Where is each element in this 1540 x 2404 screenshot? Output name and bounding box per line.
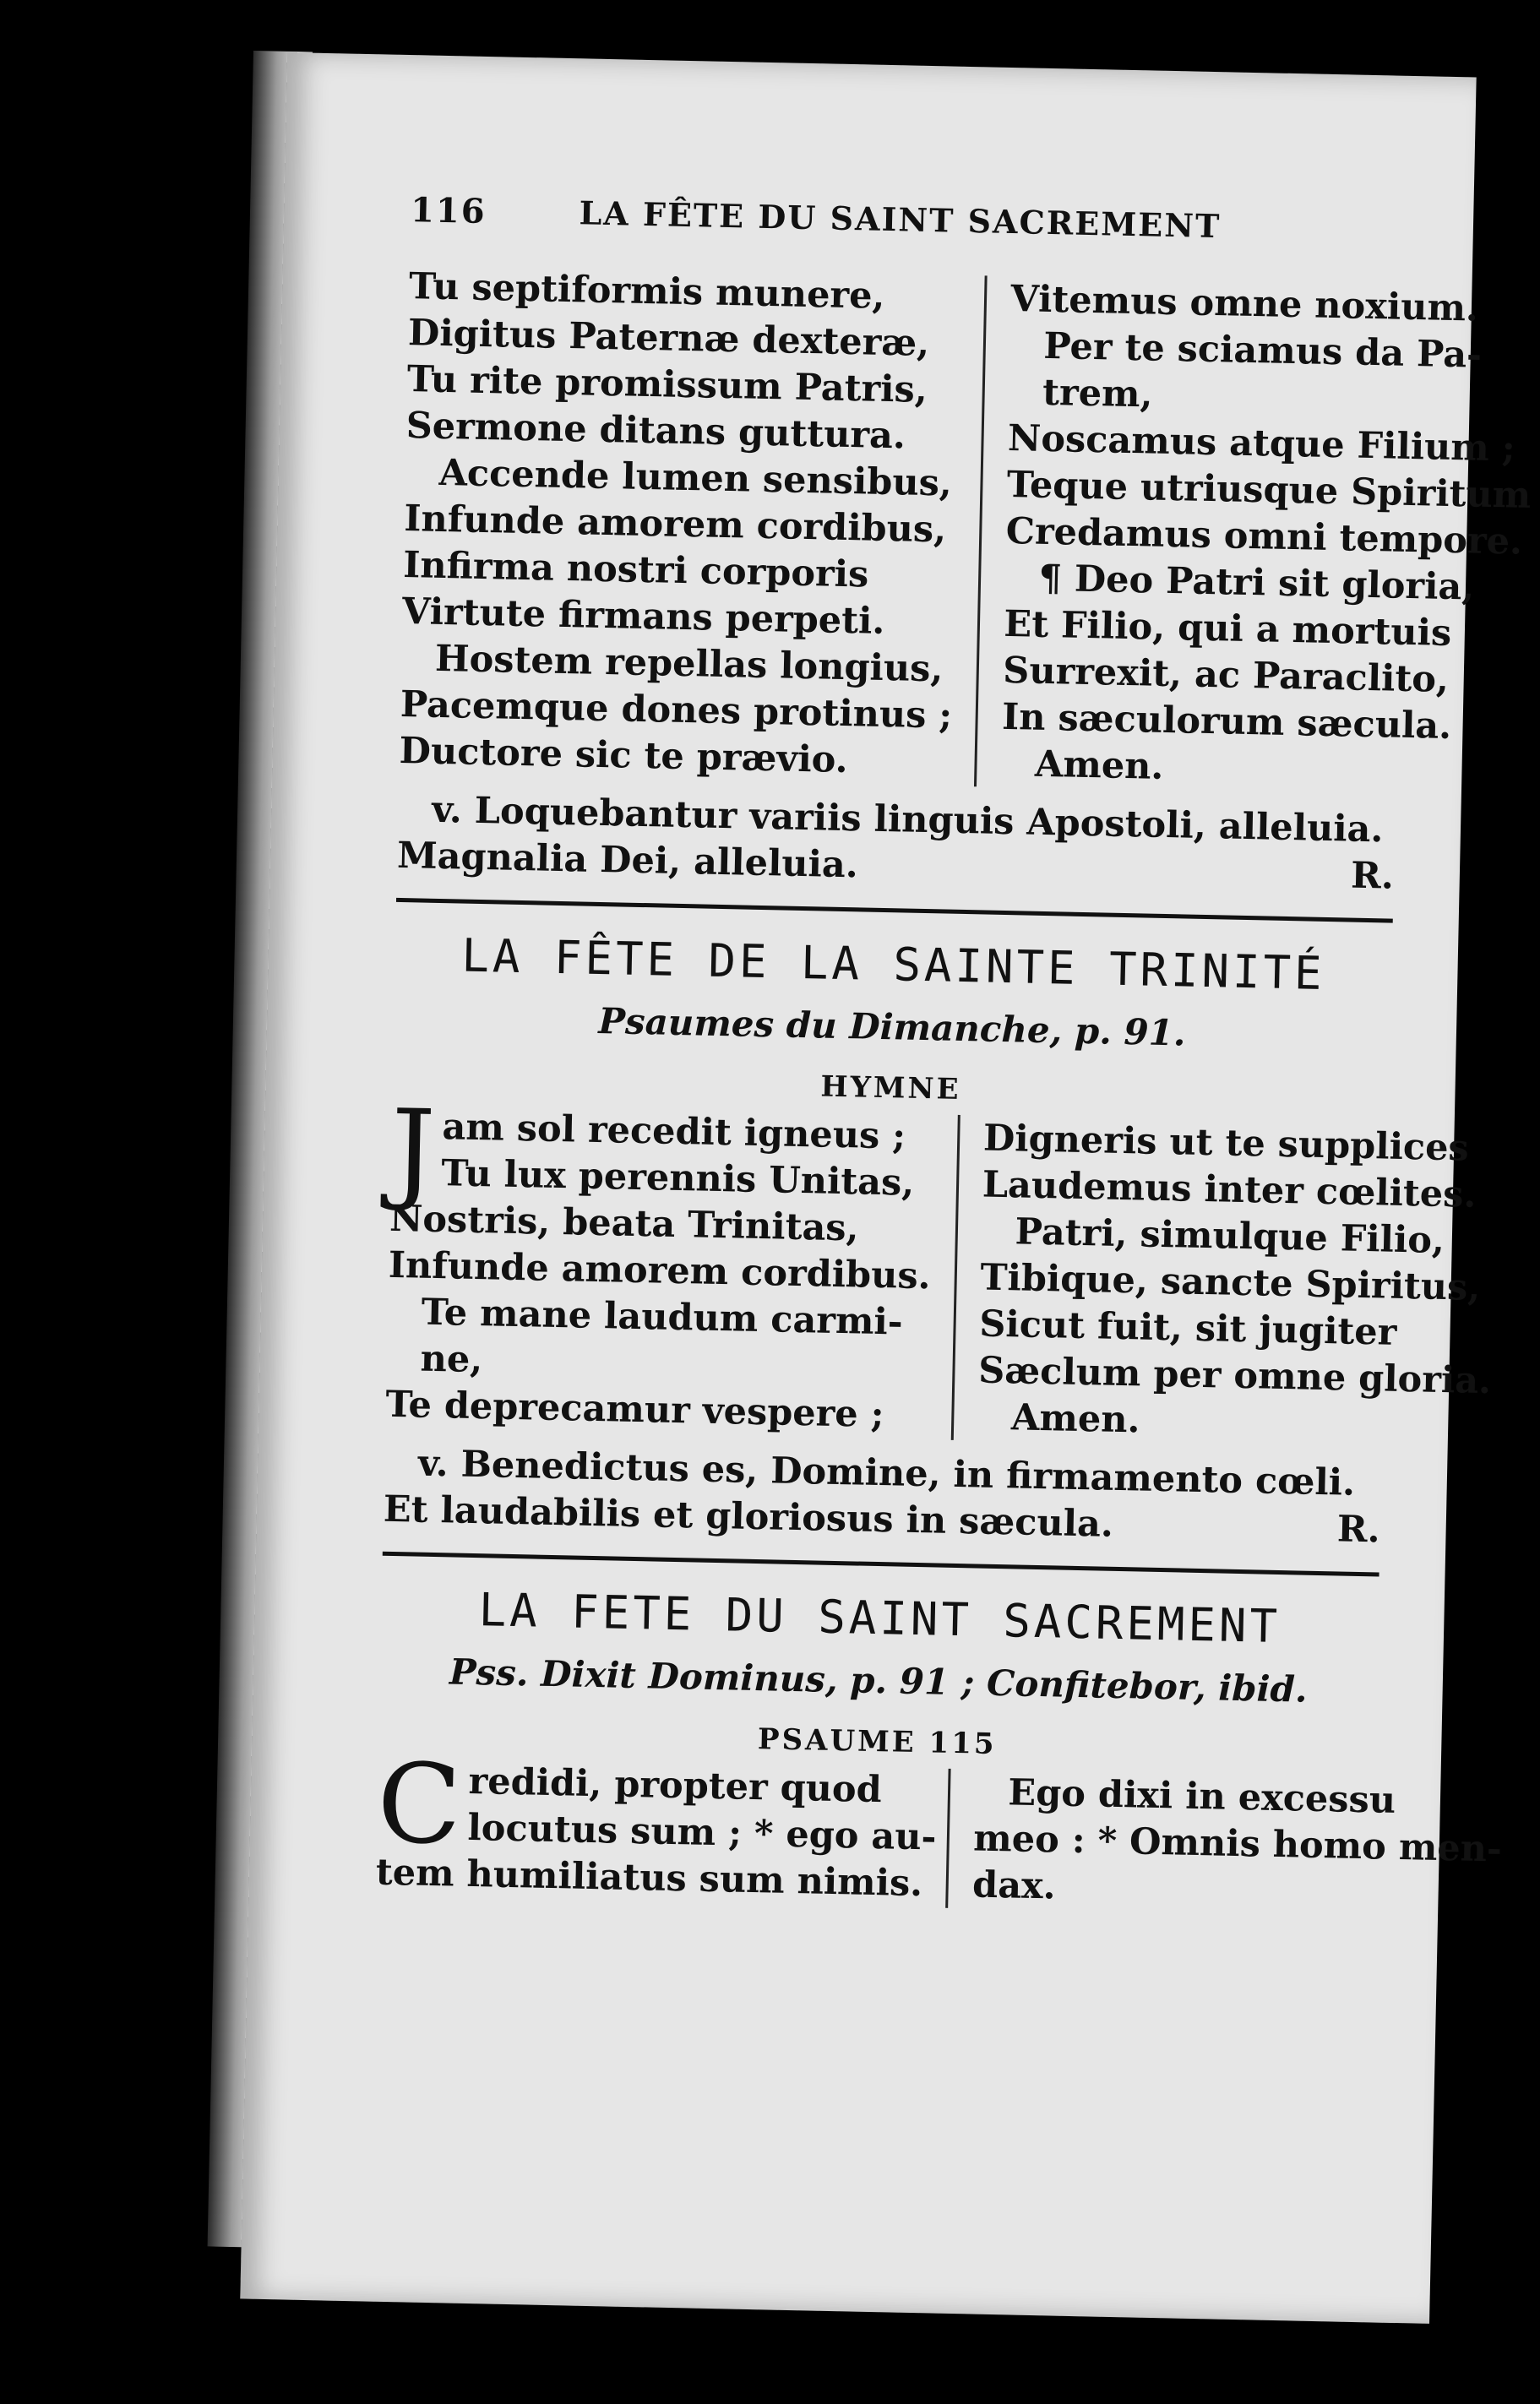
verse-line: Amen. [1010,1396,1141,1442]
hymn-label: HYMNE [820,1069,961,1107]
versicle [383,1440,1381,1554]
verse-line: Teque utriusque Spiritum [1006,463,1532,517]
psalm-label: PSAUME 115 [757,1722,997,1762]
verse-line: Infunde amorem cordibus, [403,498,947,552]
verse-line: Tibique, sancte Spiritus, [980,1256,1481,1309]
verse-line: Te deprecamur vespere ; [384,1383,885,1437]
verse-line: Infirma nostri corporis [402,544,869,596]
versicle-line: v. Loquebantur variis linguis Apostoli, alleluia. [431,788,1384,851]
page-content [375,190,1532,1917]
drop-cap: J [389,1085,437,1215]
verse-line: Nostris, beata Trinitas, [389,1197,860,1250]
section-divider [396,898,1393,923]
verse-line: redidi, propter quod [468,1759,883,1812]
hymn1-columns [399,264,1532,796]
verse-line: locutus sum ; * ego au- [466,1806,937,1859]
verse-line: Tu septiformis munere, [408,265,885,318]
verse-line: Accende lumen sensibus, [438,451,953,505]
verse-line: dax. [971,1863,1057,1908]
verse-line: Amen. [1034,742,1164,788]
drop-cap: C [376,1738,463,1869]
verse-line: Surrexit, ac Paraclito, [1002,649,1450,701]
verse-line: Sicut fuit, sit jugiter [978,1303,1397,1354]
verse-line: Noscamus atque Filium ; [1007,416,1516,470]
running-header [411,190,1408,251]
verse-line: am sol recedit igneus ; [442,1106,906,1158]
verse-line: Pacemque dones protinus ; [400,683,953,737]
verse-line: Patri, simulque Filio, [1015,1210,1445,1262]
response-mark: R. [1350,854,1395,898]
section-subtitle: Psaumes du Dimanche, p. 91. [597,999,1187,1054]
verse-line: Digitus Paternæ dexteræ, [407,312,930,365]
verse-line: Tu rite promissum Patris, [406,358,928,411]
verse-line: Virtute firmans perpeti. [401,590,885,643]
psalm-left-column [375,1738,949,1908]
verse-line: Te mane laudum carmi- [421,1291,904,1344]
page-number: 116 [410,190,487,231]
section-title-trinity: LA FÊTE DE LA SAINTE TRINITÉ [460,928,1326,1000]
versicle-text: Magnalia Dei, alleluia. [396,834,859,887]
versicle [397,786,1396,900]
verse-line: Per te sciamus da Pa- [1042,324,1483,377]
versicle-text: Et laudabilis et gloriosus in sæcula. [383,1488,1114,1546]
verse-line: Ego dixi in excessu [1007,1771,1396,1822]
verse-line: Et Filio, qui a mortuis [1003,602,1452,655]
response-mark: R. [1336,1508,1381,1552]
verse-line: trem, [1042,371,1154,416]
verse-line: Tu lux perennis Unitas, [440,1152,915,1205]
trinity-right-column [951,1115,1497,1451]
section-divider [383,1552,1379,1577]
verse-line: Sæclum per omne gloria. [977,1349,1492,1403]
verse-line: Sermone ditans guttura. [405,405,906,458]
verse-line: Laudemus inter cœlites. [982,1163,1477,1216]
hymn1-left-column [399,264,985,786]
verse-line: meo : * Omnis homo men- [972,1817,1503,1871]
section-title-sacrement: LA FETE DU SAINT SACREMENT [478,1583,1282,1654]
psalm-right-column [946,1769,1504,1920]
verse-line: ne, [420,1337,483,1382]
verse-line: Hostem repellas longius, [434,637,944,691]
verse-line: Digneris ut te supplices [982,1117,1470,1170]
verse-line: tem humiliatus sum nimis. [375,1851,923,1906]
verse-line: Vitemus omne noxium. [1010,278,1479,330]
verse-line: ¶ Deo Patri sit gloria, [1038,557,1475,609]
verse-line: Ductore sic te prævio. [399,729,849,782]
verse-line: Credamus omni tempore. [1005,509,1523,563]
verse-line: Infunde amorem cordibus. [388,1243,932,1298]
versicle-line: v. Benedictus es, Domine, in firmamento cœli. [417,1442,1356,1504]
verse-line: In sæculorum sæcula. [1001,695,1452,748]
hymn1-right-column [974,275,1535,798]
section-subtitle: Pss. Dixit Dominus, p. 91 ; Confitebor, ibid. [449,1651,1309,1711]
running-title: LA FÊTE DU SAINT SACREMENT [579,193,1222,246]
book-page [240,52,1532,2324]
